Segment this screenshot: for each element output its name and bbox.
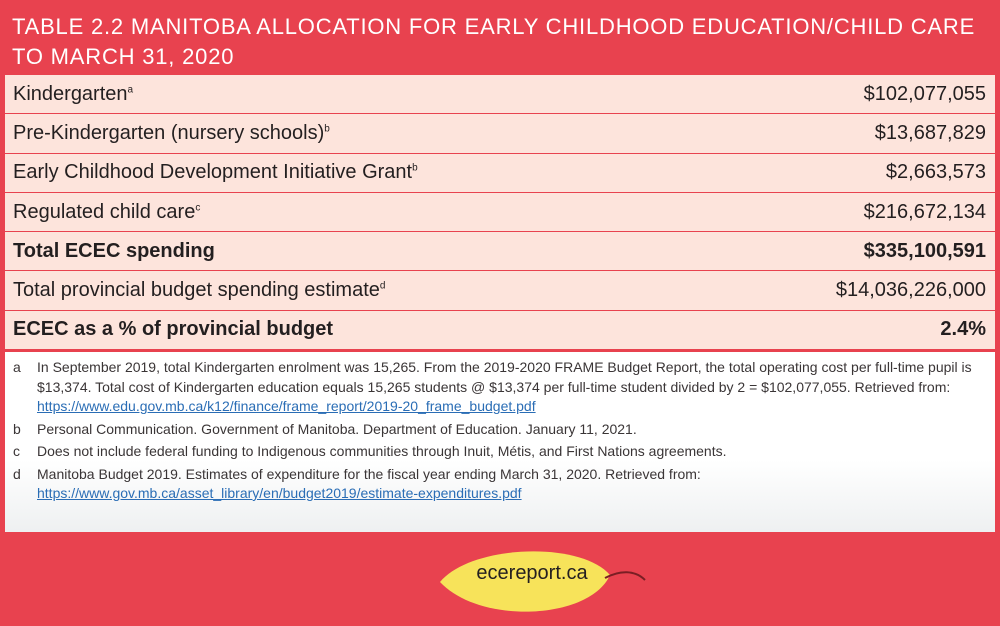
table-row — [5, 114, 995, 153]
row-value: $102,077,055 — [863, 82, 986, 105]
row-label: ECEC as a % of provincial budget — [13, 318, 334, 341]
footnote: d Manitoba Budget 2019. Estimates of expenditure for the fiscal year ending March 31, 2020. Retrieved from: https://www.gov.mb.ca/asset_library/en/budget2019/estimate-expenditures.pdf — [13, 465, 701, 501]
percent-row — [5, 311, 995, 350]
row-value: $216,672,134 — [863, 200, 986, 223]
row-label: Kindergarten$^a$ — [13, 82, 134, 105]
row-label: Regulated child care$^c$ — [13, 200, 201, 223]
footnote: b Personal Communication. Government of Manitoba. Department of Education. January 11, 2021. — [13, 420, 637, 437]
row-value: $2,663,573 — [885, 161, 986, 184]
footnote-link[interactable]: https://www.gov.mb.ca/asset_library/en/budget2019/estimate-expenditures.pdf — [37, 485, 522, 501]
row-value: $335,100,591 — [863, 239, 986, 262]
allocation-table — [5, 75, 995, 350]
total-row — [5, 232, 995, 271]
row-label: Pre-Kindergarten (nursery schools)$^b$ — [13, 121, 330, 144]
footnote: a In September 2019, total Kindergarten enrolment was 15,265. From the 2019-2020 FRAME Budget Report, the total operating cost per full-time pupil is $13,374. Total cost of Kindergarten education equals 15,265 students @ $13,374 per full-time student divided by 2 = $102,077,055. Retrieved from: https://www.edu.gov.mb.ca/k12/finance/frame_report/2019-20_frame_budget.pdf — [13, 359, 972, 414]
table-row — [5, 193, 995, 232]
table-row — [5, 75, 995, 114]
table-title: TABLE 2.2 MANITOBA ALLOCATION FOR EARLY CHILDHOOD EDUCATION/CHILD CARE TO MARCH 31, 2020 — [12, 14, 976, 69]
row-label: Total provincial budget spending estimate$^d$ — [13, 279, 386, 302]
row-label: Early Childhood Development Initiative Grant$^b$ — [13, 161, 418, 184]
site-url[interactable]: ecereport.ca — [476, 562, 588, 584]
row-value: 2.4% — [940, 318, 986, 341]
table-row — [5, 154, 995, 193]
row-label: Total ECEC spending — [13, 239, 215, 262]
footnote-link[interactable]: https://www.edu.gov.mb.ca/k12/finance/frame_report/2019-20_frame_budget.pdf — [37, 398, 536, 414]
table-row — [5, 271, 995, 310]
row-value: $14,036,226,000 — [835, 279, 986, 302]
footnotes — [5, 352, 995, 532]
row-value: $13,687,829 — [874, 121, 986, 144]
footnote: c Does not include federal funding to Indigenous communities through Inuit, Métis, and First Nations agreements. — [13, 443, 727, 459]
